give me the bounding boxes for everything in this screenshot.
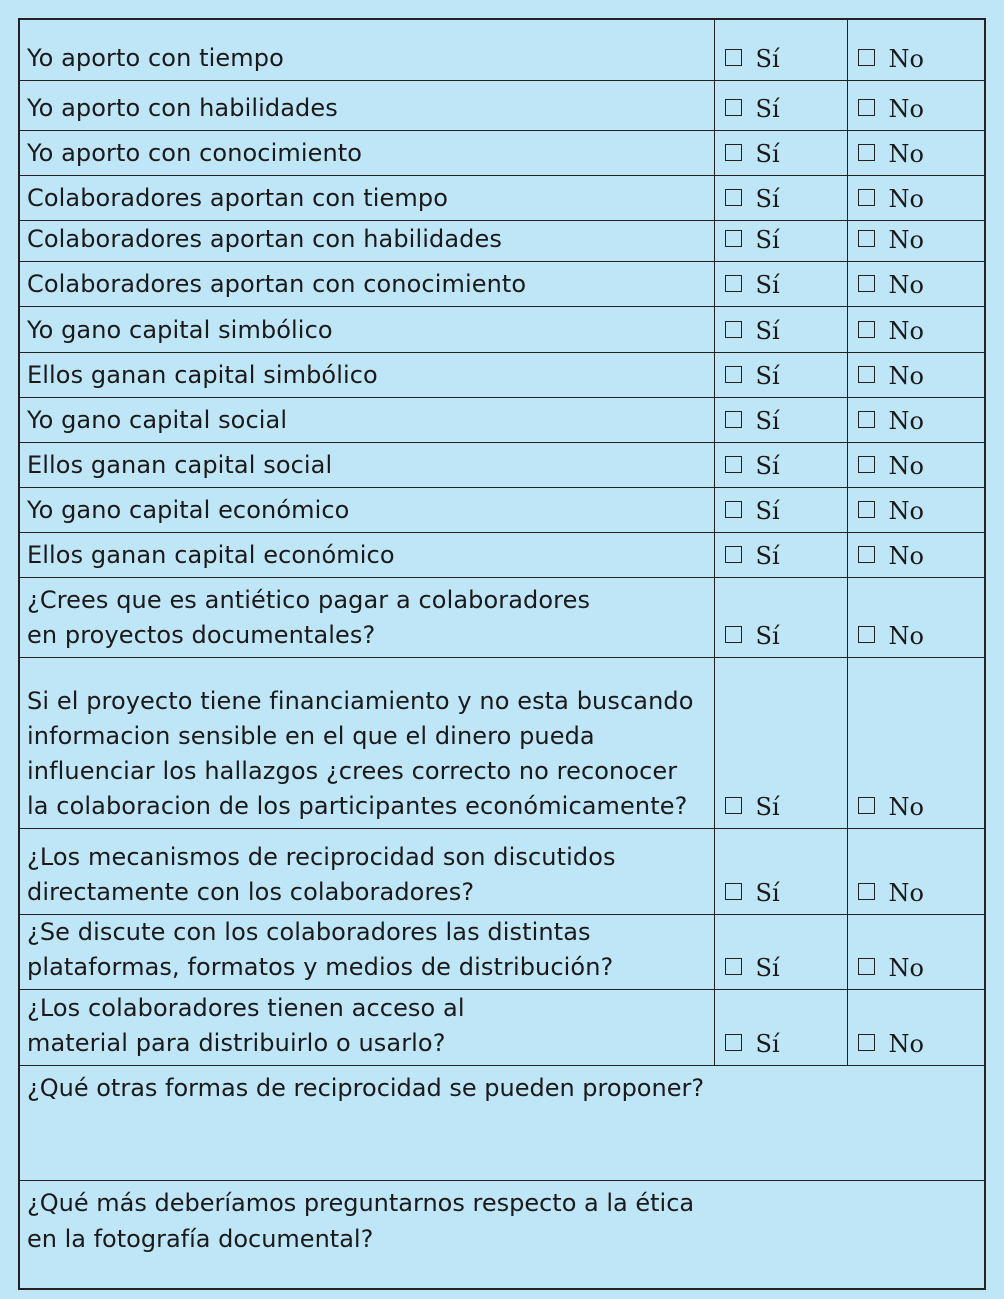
yes-label: Sí <box>755 184 780 213</box>
yes-option-cell <box>714 306 847 352</box>
checklist-row <box>20 914 986 989</box>
yes-checkbox[interactable] <box>725 49 742 66</box>
question-cell <box>20 532 714 577</box>
yes-label: Sí <box>755 878 780 907</box>
yes-checkbox[interactable] <box>725 456 742 473</box>
question-line: Colaboradores aportan con conocimiento <box>27 269 527 298</box>
no-label: No <box>888 184 924 213</box>
yes-label: Sí <box>755 541 780 570</box>
question-line: ¿Qué otras formas de reciprocidad se pueden proponer? <box>27 1073 705 1102</box>
no-checkbox[interactable] <box>858 230 875 247</box>
question-line: ¿Se discute con los colaboradores las distintas <box>27 917 591 946</box>
no-option-cell <box>847 220 986 261</box>
question-line: la colaboracion de los participantes económicamente? <box>27 791 688 820</box>
question-cell <box>20 352 714 397</box>
no-checkbox[interactable] <box>858 546 875 563</box>
yes-checkbox[interactable] <box>725 797 742 814</box>
yes-option-cell <box>714 220 847 261</box>
question-cell <box>20 442 714 487</box>
question-cell <box>20 175 714 220</box>
yes-label: Sí <box>755 496 780 525</box>
yes-checkbox[interactable] <box>725 189 742 206</box>
question-line: ¿Qué más deberíamos preguntarnos respecto a la ética <box>27 1188 695 1217</box>
question-cell <box>20 914 714 989</box>
no-checkbox[interactable] <box>858 411 875 428</box>
no-label: No <box>888 139 924 168</box>
no-label: No <box>888 44 924 73</box>
question-line: informacion sensible en el que el dinero pueda <box>27 721 595 750</box>
no-label: No <box>888 792 924 821</box>
no-checkbox[interactable] <box>858 456 875 473</box>
checklist-row <box>20 220 986 261</box>
yes-option-cell <box>714 442 847 487</box>
checklist-table <box>20 20 986 1291</box>
no-checkbox[interactable] <box>858 883 875 900</box>
question-cell <box>20 130 714 175</box>
question-line: material para distribuirlo o usarlo? <box>27 1028 446 1057</box>
question-cell <box>20 306 714 352</box>
yes-label: Sí <box>755 316 780 345</box>
yes-label: Sí <box>755 406 780 435</box>
question-line: Ellos ganan capital económico <box>27 540 395 569</box>
no-label: No <box>888 361 924 390</box>
yes-checkbox[interactable] <box>725 99 742 116</box>
yes-checkbox[interactable] <box>725 501 742 518</box>
no-label: No <box>888 496 924 525</box>
no-option-cell <box>847 828 986 914</box>
question-line: en la fotografía documental? <box>27 1224 374 1253</box>
yes-option-cell <box>714 657 847 828</box>
yes-checkbox[interactable] <box>725 230 742 247</box>
no-label: No <box>888 878 924 907</box>
yes-checkbox[interactable] <box>725 144 742 161</box>
question-cell <box>20 577 714 657</box>
no-checkbox[interactable] <box>858 49 875 66</box>
question-cell <box>20 20 714 80</box>
open-question-row <box>20 1065 986 1180</box>
yes-checkbox[interactable] <box>725 883 742 900</box>
checklist-row <box>20 532 986 577</box>
no-checkbox[interactable] <box>858 189 875 206</box>
yes-option-cell <box>714 20 847 80</box>
no-checkbox[interactable] <box>858 366 875 383</box>
yes-label: Sí <box>755 621 780 650</box>
checklist-row <box>20 306 986 352</box>
no-option-cell <box>847 130 986 175</box>
checklist-row <box>20 80 986 130</box>
yes-option-cell <box>714 487 847 532</box>
yes-option-cell <box>714 397 847 442</box>
question-cell <box>20 397 714 442</box>
no-label: No <box>888 541 924 570</box>
question-line: Yo gano capital simbólico <box>27 315 333 344</box>
open-question-cell[interactable] <box>20 1065 986 1180</box>
no-option-cell <box>847 532 986 577</box>
checklist-row <box>20 487 986 532</box>
no-option-cell <box>847 175 986 220</box>
no-label: No <box>888 451 924 480</box>
question-line: influenciar los hallazgos ¿crees correcto no reconocer <box>27 756 678 785</box>
no-checkbox[interactable] <box>858 1034 875 1051</box>
yes-option-cell <box>714 532 847 577</box>
no-option-cell <box>847 306 986 352</box>
question-cell <box>20 487 714 532</box>
yes-option-cell <box>714 577 847 657</box>
yes-label: Sí <box>755 1029 780 1058</box>
yes-label: Sí <box>755 225 780 254</box>
question-line: Si el proyecto tiene financiamiento y no esta buscando <box>27 686 694 715</box>
checklist-row <box>20 657 986 828</box>
yes-label: Sí <box>755 451 780 480</box>
yes-option-cell <box>714 828 847 914</box>
no-option-cell <box>847 442 986 487</box>
question-line: Colaboradores aportan con habilidades <box>27 224 502 253</box>
question-line: Yo gano capital social <box>27 405 288 434</box>
no-label: No <box>888 316 924 345</box>
question-cell <box>20 80 714 130</box>
question-cell <box>20 220 714 261</box>
question-line: Colaboradores aportan con tiempo <box>27 183 448 212</box>
no-option-cell <box>847 577 986 657</box>
yes-checkbox[interactable] <box>725 626 742 643</box>
question-line: Yo aporto con tiempo <box>27 43 284 72</box>
no-checkbox[interactable] <box>858 99 875 116</box>
no-option-cell <box>847 487 986 532</box>
checklist-row <box>20 397 986 442</box>
no-label: No <box>888 94 924 123</box>
yes-checkbox[interactable] <box>725 366 742 383</box>
question-line: Ellos ganan capital simbólico <box>27 360 378 389</box>
no-checkbox[interactable] <box>858 626 875 643</box>
yes-checkbox[interactable] <box>725 958 742 975</box>
yes-label: Sí <box>755 94 780 123</box>
question-cell <box>20 989 714 1065</box>
no-label: No <box>888 225 924 254</box>
no-checkbox[interactable] <box>858 797 875 814</box>
question-line: Yo gano capital económico <box>27 495 350 524</box>
no-option-cell <box>847 989 986 1065</box>
checklist-row <box>20 577 986 657</box>
yes-label: Sí <box>755 270 780 299</box>
checklist-row <box>20 828 986 914</box>
question-line: ¿Los colaboradores tienen acceso al <box>27 993 465 1022</box>
no-option-cell <box>847 80 986 130</box>
no-option-cell <box>847 657 986 828</box>
question-cell <box>20 261 714 306</box>
question-line: ¿Crees que es antiético pagar a colaboradores <box>27 585 591 614</box>
yes-label: Sí <box>755 139 780 168</box>
yes-label: Sí <box>755 953 780 982</box>
no-option-cell <box>847 261 986 306</box>
open-question-row <box>20 1180 986 1291</box>
checklist-row <box>20 20 986 80</box>
question-line: Yo aporto con conocimiento <box>27 138 363 167</box>
no-label: No <box>888 406 924 435</box>
checklist-row <box>20 261 986 306</box>
checklist-row <box>20 130 986 175</box>
yes-option-cell <box>714 989 847 1065</box>
no-option-cell <box>847 914 986 989</box>
no-label: No <box>888 1029 924 1058</box>
checklist-row <box>20 175 986 220</box>
yes-option-cell <box>714 80 847 130</box>
yes-option-cell <box>714 352 847 397</box>
no-option-cell <box>847 352 986 397</box>
question-line: Ellos ganan capital social <box>27 450 333 479</box>
no-checkbox[interactable] <box>858 321 875 338</box>
checklist-row <box>20 442 986 487</box>
no-checkbox[interactable] <box>858 958 875 975</box>
no-label: No <box>888 621 924 650</box>
question-line: en proyectos documentales? <box>27 620 376 649</box>
no-checkbox[interactable] <box>858 144 875 161</box>
no-checkbox[interactable] <box>858 501 875 518</box>
yes-checkbox[interactable] <box>725 275 742 292</box>
question-cell <box>20 657 714 828</box>
no-checkbox[interactable] <box>858 275 875 292</box>
yes-checkbox[interactable] <box>725 321 742 338</box>
yes-checkbox[interactable] <box>725 546 742 563</box>
checklist-row <box>20 989 986 1065</box>
question-cell <box>20 828 714 914</box>
yes-label: Sí <box>755 361 780 390</box>
no-option-cell <box>847 397 986 442</box>
no-label: No <box>888 953 924 982</box>
checklist-sheet <box>18 18 986 1290</box>
yes-option-cell <box>714 175 847 220</box>
checklist-row <box>20 352 986 397</box>
open-question-cell[interactable] <box>20 1180 986 1291</box>
yes-option-cell <box>714 130 847 175</box>
yes-checkbox[interactable] <box>725 1034 742 1051</box>
question-line: directamente con los colaboradores? <box>27 877 475 906</box>
yes-label: Sí <box>755 792 780 821</box>
no-label: No <box>888 270 924 299</box>
question-line: Yo aporto con habilidades <box>27 93 338 122</box>
yes-option-cell <box>714 914 847 989</box>
question-line: plataformas, formatos y medios de distribución? <box>27 952 614 981</box>
yes-option-cell <box>714 261 847 306</box>
no-option-cell <box>847 20 986 80</box>
yes-label: Sí <box>755 44 780 73</box>
question-line: ¿Los mecanismos de reciprocidad son discutidos <box>27 842 616 871</box>
yes-checkbox[interactable] <box>725 411 742 428</box>
